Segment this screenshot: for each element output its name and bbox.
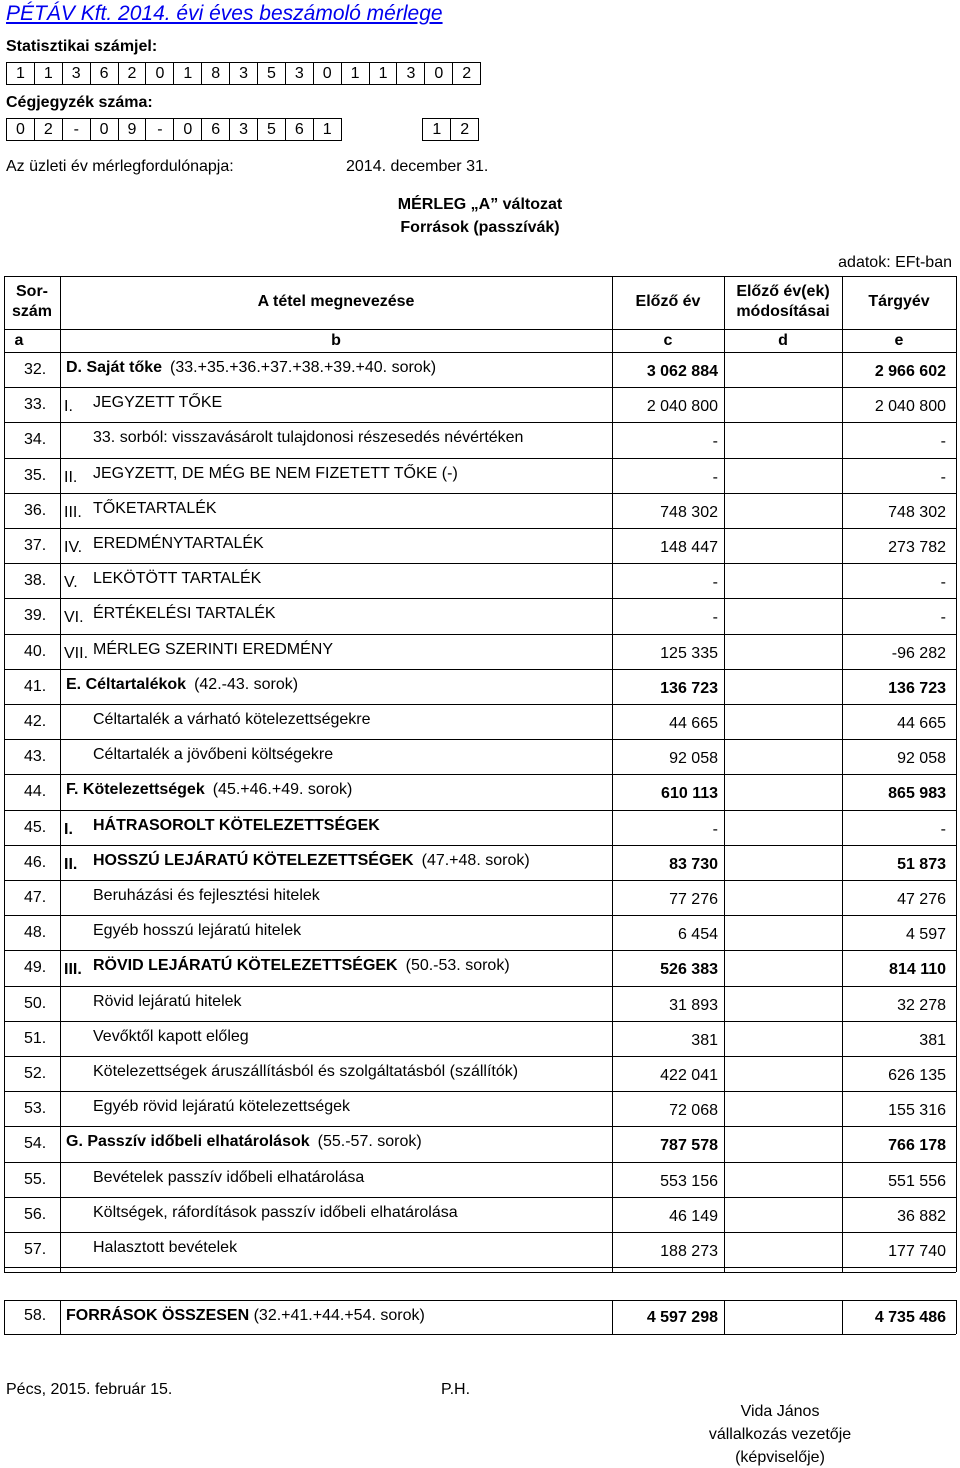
- row-roman-numeral: III.: [64, 961, 82, 979]
- row-prev-value: 188 273: [660, 1243, 718, 1260]
- row-curr-value: 136 723: [888, 679, 946, 697]
- row-prev-value: 83 730: [669, 855, 718, 873]
- row-prev-value: 72 068: [669, 1102, 718, 1120]
- header-prev-year: Előző év: [635, 293, 701, 310]
- row-item-name: HOSSZÚ LEJÁRATÚ KÖTELEZETTSÉGEK (47.+48. sorok): [93, 851, 530, 869]
- reg-digit-box: 1: [313, 119, 341, 141]
- registry-number-label: Cégjegyzék száma:: [6, 94, 153, 111]
- row-prev-value: 2 040 800: [646, 398, 718, 416]
- row-number: 49.: [24, 959, 47, 977]
- reg-digit-box: [395, 119, 422, 141]
- row-roman-numeral: I.: [64, 820, 73, 838]
- row-number: 53.: [24, 1100, 47, 1118]
- col-letter-b: b: [331, 332, 341, 349]
- row-prev-value: 3 062 884: [646, 363, 718, 380]
- row-curr-value: 2 966 602: [874, 363, 946, 380]
- row-prev-value: -: [712, 574, 718, 592]
- footer-place-date: Pécs, 2015. február 15.: [6, 1381, 173, 1398]
- row-number: 37.: [24, 537, 47, 554]
- reg-digit-box: 5: [258, 119, 286, 141]
- row-number: 34.: [24, 431, 47, 449]
- row-curr-value: 551 556: [888, 1172, 946, 1190]
- row-item-name: Vevőktől kapott előleg: [93, 1027, 249, 1045]
- reg-digit-box: 0: [7, 119, 35, 141]
- row-item-name: Kötelezettségek áruszállításból és szolgáltatásból (szállítók): [93, 1063, 519, 1080]
- stat-digit-box: 0: [146, 63, 174, 85]
- units-note: adatok: EFt-ban: [838, 254, 952, 271]
- row-curr-value: -: [940, 820, 946, 838]
- row-item-name: Egyéb rövid lejáratú kötelezettségek: [93, 1098, 351, 1116]
- row-roman-numeral: VII.: [64, 644, 89, 662]
- row-item-name: E. Céltartalékok (42.-43. sorok): [66, 675, 299, 693]
- row-number: 51.: [24, 1029, 47, 1047]
- stat-number-boxes: [6, 62, 481, 85]
- reg-digit-box: 0: [174, 119, 202, 141]
- row-prev-value: 610 113: [661, 785, 718, 803]
- balance-subheading: Források (passzívák): [400, 219, 560, 236]
- row-number: 55.: [24, 1170, 47, 1188]
- header-item-name: A tétel megnevezése: [257, 293, 415, 310]
- row-number: 40.: [24, 642, 47, 660]
- stat-digit-box: 1: [7, 63, 35, 85]
- header-sorszam: Sor- szám: [11, 283, 53, 320]
- row-roman-numeral: V.: [64, 574, 78, 592]
- total-curr-value: 4 735 486: [874, 1309, 946, 1326]
- total-row-name: FORRÁSOK ÖSSZESEN (32.+41.+44.+54. sorok): [66, 1307, 425, 1324]
- document-title: PÉTÁV Kft. 2014. évi éves beszámoló mérlege: [6, 2, 443, 25]
- row-number: 46.: [24, 853, 47, 871]
- row-curr-value: 2 040 800: [874, 398, 946, 416]
- row-roman-numeral: III.: [64, 503, 82, 521]
- row-curr-value: 273 782: [888, 539, 946, 556]
- reg-digit-box: [341, 119, 368, 141]
- reg-digit-box: 9: [118, 119, 146, 141]
- row-number: 57.: [24, 1241, 47, 1258]
- row-item-name: Céltartalék a várható kötelezettségekre: [93, 711, 371, 728]
- reg-digit-box: 3: [230, 119, 258, 141]
- stat-digit-box: 5: [258, 63, 286, 85]
- row-prev-value: 422 041: [660, 1067, 718, 1084]
- stat-digit-box: 3: [62, 63, 90, 85]
- row-curr-value: -: [940, 574, 946, 592]
- row-item-name: LEKÖTÖTT TARTALÉK: [93, 570, 262, 588]
- row-prev-value: -: [712, 820, 718, 838]
- row-roman-numeral: II.: [64, 468, 78, 486]
- reg-digit-box: 1: [423, 119, 451, 141]
- row-number: 42.: [24, 713, 47, 730]
- row-number: 35.: [24, 466, 47, 484]
- row-prev-value: -: [712, 433, 718, 451]
- row-number: 52.: [24, 1065, 47, 1082]
- row-item-name: EREDMÉNYTARTALÉK: [93, 535, 264, 552]
- balance-date-label: Az üzleti év mérlegfordulónapja:: [6, 158, 234, 175]
- stat-digit-box: 1: [174, 63, 202, 85]
- stat-digit-box: 2: [453, 63, 481, 85]
- row-curr-value: -96 282: [891, 644, 946, 662]
- row-prev-value: 381: [691, 1031, 718, 1049]
- col-letter-a: a: [14, 332, 24, 349]
- row-roman-numeral: I.: [64, 398, 73, 416]
- header-current-year: Tárgyév: [868, 293, 930, 310]
- row-curr-value: 381: [919, 1031, 946, 1049]
- row-curr-value: 47 276: [897, 891, 946, 908]
- row-prev-value: 748 302: [660, 503, 718, 521]
- row-number: 38.: [24, 572, 47, 590]
- row-curr-value: -: [940, 468, 946, 486]
- row-roman-numeral: VI.: [64, 609, 84, 627]
- row-curr-value: 177 740: [888, 1243, 946, 1260]
- row-prev-value: -: [712, 468, 718, 486]
- row-curr-value: 44 665: [897, 715, 946, 732]
- col-letter-e: e: [894, 332, 904, 349]
- reg-digit-box: 0: [90, 119, 118, 141]
- footer-role-paren: (képviselője): [735, 1449, 825, 1466]
- stat-digit-box: 0: [313, 63, 341, 85]
- row-item-name: F. Kötelezettségek (45.+46.+49. sorok): [66, 781, 353, 799]
- balance-date: 2014. december 31.: [346, 158, 489, 175]
- row-roman-numeral: IV.: [64, 539, 83, 556]
- row-number: 56.: [24, 1205, 47, 1223]
- row-prev-value: 526 383: [660, 961, 718, 979]
- row-item-name: RÖVID LEJÁRATÚ KÖTELEZETTSÉGEK (50.-53. sorok): [93, 957, 510, 975]
- row-curr-value: 51 873: [897, 855, 946, 873]
- row-prev-value: 77 276: [669, 891, 718, 908]
- row-curr-value: 92 058: [897, 750, 946, 768]
- row-prev-value: 92 058: [669, 750, 718, 768]
- stat-digit-box: 3: [285, 63, 313, 85]
- row-curr-value: 865 983: [888, 785, 946, 803]
- reg-digit-box: 2: [451, 119, 479, 141]
- reg-digit-box: -: [62, 119, 90, 141]
- row-item-name: TŐKETARTALÉK: [93, 499, 217, 517]
- row-item-name: Céltartalék a jövőbeni költségekre: [93, 746, 334, 764]
- col-letter-d: d: [778, 332, 788, 349]
- row-number: 32.: [24, 361, 47, 378]
- reg-digit-box: 6: [285, 119, 313, 141]
- row-number: 43.: [24, 748, 47, 766]
- header-prev-modifications: Előző év(ek) módosításai: [736, 283, 830, 320]
- row-number: 54.: [24, 1135, 47, 1153]
- row-prev-value: 125 335: [660, 644, 718, 662]
- row-item-name: ÉRTÉKELÉSI TARTALÉK: [93, 605, 276, 623]
- stat-digit-box: 3: [230, 63, 258, 85]
- row-number: 41.: [24, 677, 47, 695]
- stat-digit-box: 1: [34, 63, 62, 85]
- total-row-number: 58.: [24, 1307, 47, 1324]
- row-number: 47.: [24, 889, 47, 906]
- stat-number-label: Statisztikai számjel:: [6, 38, 158, 55]
- row-curr-value: 626 135: [888, 1067, 946, 1084]
- row-curr-value: 32 278: [897, 996, 946, 1014]
- row-item-name: 33. sorból: visszavásárolt tulajdonosi részesedés névértéken: [93, 429, 524, 447]
- row-number: 33.: [24, 396, 47, 414]
- row-item-name: Egyéb hosszú lejáratú hitelek: [93, 922, 302, 940]
- row-prev-value: 148 447: [660, 539, 718, 556]
- row-prev-value: 136 723: [660, 679, 718, 697]
- row-curr-value: 155 316: [888, 1102, 946, 1120]
- stat-digit-box: 8: [202, 63, 230, 85]
- row-roman-numeral: II.: [64, 855, 78, 873]
- row-number: 50.: [24, 994, 47, 1012]
- row-curr-value: 36 882: [897, 1207, 946, 1225]
- row-prev-value: 787 578: [660, 1137, 718, 1155]
- row-prev-value: 31 893: [669, 996, 718, 1014]
- row-item-name: MÉRLEG SZERINTI EREDMÉNY: [93, 640, 334, 658]
- stat-digit-box: 0: [425, 63, 453, 85]
- footer-signer: Vida János: [740, 1403, 820, 1420]
- row-number: 39.: [24, 607, 47, 625]
- row-item-name: Rövid lejáratú hitelek: [93, 992, 242, 1010]
- row-curr-value: 4 597: [905, 926, 946, 944]
- balance-heading: MÉRLEG „A” változat: [397, 196, 563, 213]
- row-item-name: JEGYZETT, DE MÉG BE NEM FIZETETT TŐKE (-): [93, 464, 458, 482]
- row-number: 45.: [24, 818, 47, 836]
- col-letter-c: c: [663, 332, 673, 349]
- row-item-name: Költségek, ráfordítások passzív időbeli elhatárolása: [93, 1203, 458, 1221]
- row-curr-value: 814 110: [889, 961, 946, 979]
- reg-digit-box: -: [146, 119, 174, 141]
- row-item-name: JEGYZETT TŐKE: [93, 394, 223, 412]
- row-prev-value: -: [712, 609, 718, 627]
- footer-role: vállalkozás vezetője: [708, 1426, 852, 1443]
- row-item-name: D. Saját tőke (33.+35.+36.+37.+38.+39.+40. sorok): [66, 359, 437, 376]
- stat-digit-box: 1: [369, 63, 397, 85]
- row-curr-value: -: [940, 433, 946, 451]
- row-prev-value: 46 149: [669, 1207, 718, 1225]
- reg-digit-box: [369, 119, 396, 141]
- registry-number-boxes: [6, 118, 479, 141]
- row-number: 48.: [24, 924, 47, 942]
- reg-digit-box: 6: [202, 119, 230, 141]
- row-number: 36.: [24, 501, 47, 519]
- row-number: 44.: [24, 783, 47, 801]
- row-prev-value: 553 156: [660, 1172, 718, 1190]
- row-item-name: G. Passzív időbeli elhatárolások (55.-57. sorok): [66, 1133, 422, 1151]
- stat-digit-box: 2: [118, 63, 146, 85]
- footer-ph: P.H.: [441, 1381, 471, 1398]
- reg-digit-box: 2: [34, 119, 62, 141]
- row-item-name: Beruházási és fejlesztési hitelek: [93, 887, 320, 904]
- row-curr-value: 748 302: [888, 503, 946, 521]
- stat-digit-box: 1: [341, 63, 369, 85]
- row-prev-value: 6 454: [677, 926, 718, 944]
- stat-digit-box: 3: [397, 63, 425, 85]
- total-prev-value: 4 597 298: [646, 1309, 718, 1326]
- stat-digit-box: 6: [90, 63, 118, 85]
- row-item-name: Bevételek passzív időbeli elhatárolása: [93, 1168, 365, 1186]
- row-item-name: Halasztott bevételek: [93, 1239, 238, 1256]
- row-prev-value: 44 665: [669, 715, 718, 732]
- row-curr-value: -: [940, 609, 946, 627]
- row-item-name: HÁTRASOROLT KÖTELEZETTSÉGEK: [93, 816, 380, 834]
- row-curr-value: 766 178: [888, 1137, 946, 1155]
